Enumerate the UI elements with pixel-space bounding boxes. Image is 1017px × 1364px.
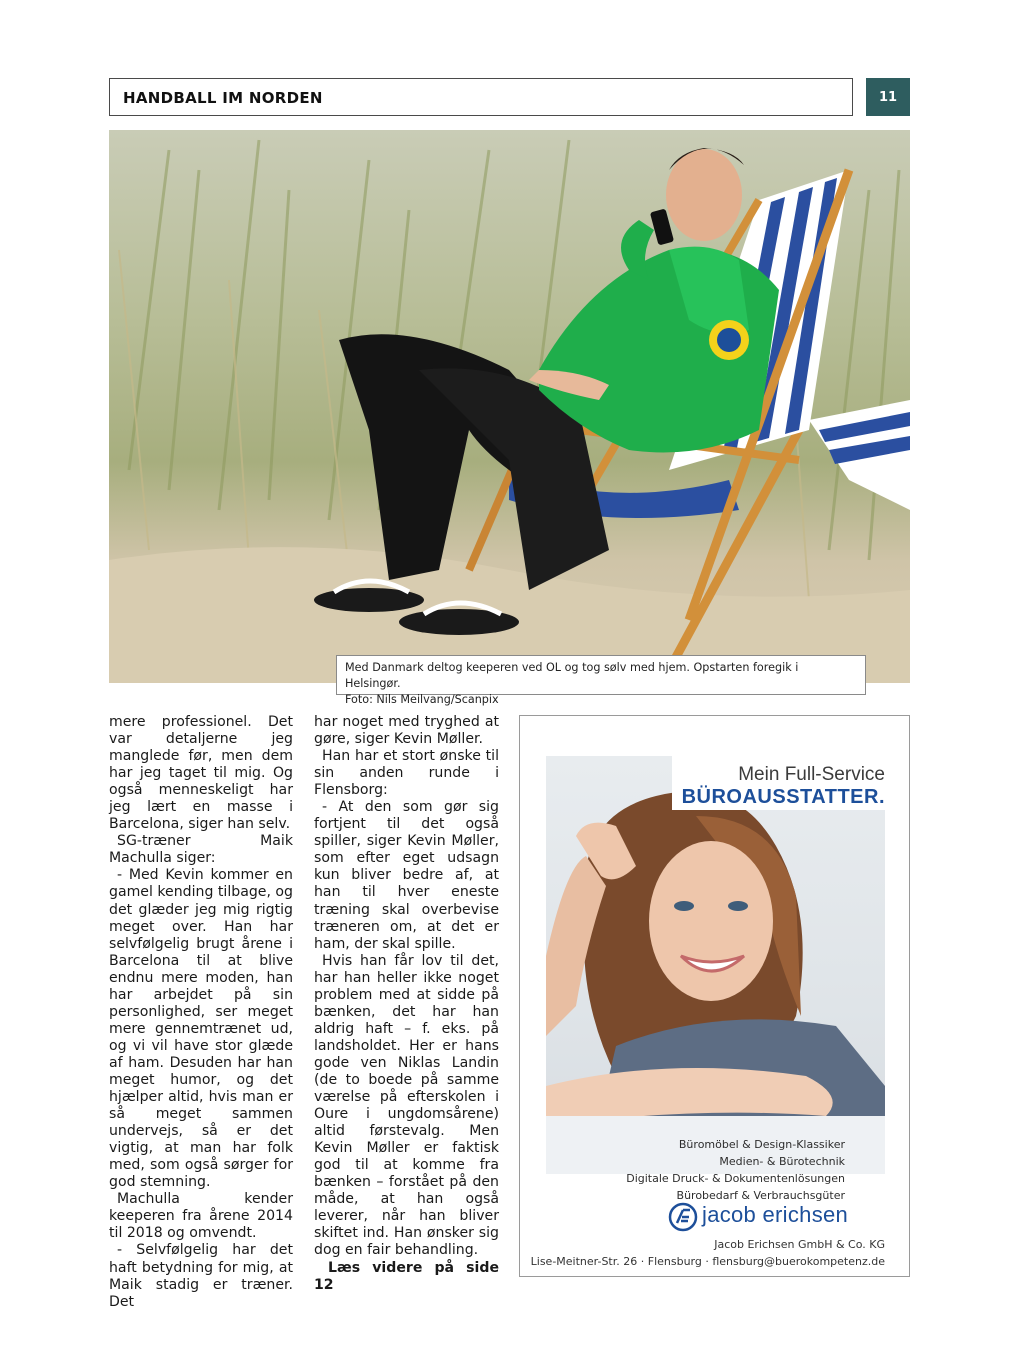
ad-headline-bold: BÜROAUSSTATTER. xyxy=(681,786,885,808)
paragraph: SG-træner Maik Machulla siger: xyxy=(109,833,293,867)
article-column-2 xyxy=(314,714,499,1294)
ad-headline-box xyxy=(672,756,885,810)
service-item: Büromöbel & Design-Klassiker xyxy=(678,1138,845,1151)
article-column-1 xyxy=(109,714,293,1311)
ad-woman-illustration xyxy=(546,756,885,1174)
caption-text: Med Danmark deltog keeperen ved OL og tog sølv med hjem. Opstarten foregik i Helsingør. xyxy=(345,661,799,690)
section-title: HANDBALL IM NORDEN xyxy=(123,89,323,107)
page-number: 11 xyxy=(866,78,910,116)
paragraph: Han har et stort ønske til sin anden runde i Flensborg: xyxy=(314,748,499,799)
photo-caption xyxy=(336,655,866,706)
advertisement xyxy=(519,715,910,1277)
paragraph: Machulla kender keeperen fra årene 2014 til 2018 og omvendt. xyxy=(109,1191,293,1242)
ad-headline: Mein Full-Service xyxy=(738,764,885,785)
service-item: Medien- & Bürotechnik xyxy=(719,1155,845,1168)
article-photo xyxy=(109,130,910,683)
section-header xyxy=(109,78,853,116)
paragraph: - Selvfølgelig har det haft betydning for mig, at Maik stadig er træner. Det xyxy=(109,1242,293,1310)
paragraph: - At den som gør sig fortjent til det også spiller, siger Kevin Møller, som efter eget udsagn kun bliver bedre af, at han til hver eneste træning skal overbevise træneren om, at det er ham, der skal spille. xyxy=(314,799,499,952)
ad-services-list xyxy=(626,1136,845,1204)
photo-credit: Foto: Nils Meilvang/Scanpix xyxy=(345,693,499,706)
ad-photo xyxy=(546,756,885,1202)
paragraph: - Med Kevin kommer en gamel kending tilbage, og det glæder jeg mig rigtig meget over. Han har selvfølgelig brugt årene i Barcelona til at blive endnu mere moden, han har arbejdet på sin personlighed, ser meget mere gennemtrænet ud, og vi vil have stor glæde af ham. Desuden har han meget humor, og det hjælper altid, hvis man er så meget sammen undervejs, så er det vigtig, at man har folk med, som også sørger for god stemning. xyxy=(109,867,293,1191)
ad-address[interactable]: Lise-Meitner-Str. 26 · Flensburg · flensburg@buerokompetenz.de xyxy=(530,1255,885,1268)
logo-icon xyxy=(668,1202,698,1232)
paragraph: har noget med tryghed at gøre, siger Kevin Møller. xyxy=(314,714,499,748)
paragraph: mere professionel. Det var detaljerne jeg manglede før, men dem har jeg taget til mig. Og også menneskeligt har jeg lært en masse i Barcelona, siger han selv. xyxy=(109,714,293,833)
ad-logo[interactable] xyxy=(668,1202,886,1234)
service-item: Digitale Druck- & Dokumentenlösungen xyxy=(626,1172,845,1185)
logo-text: jacob erichsen xyxy=(702,1202,849,1227)
photo-illustration xyxy=(109,130,910,683)
ad-company-name: Jacob Erichsen GmbH & Co. KG xyxy=(714,1238,885,1251)
paragraph: Hvis han får lov til det, har han heller ikke noget problem med at sidde på bænken, det har han aldrig haft – f. eks. på landsholdet. Her er hans gode ven Niklas Landin (de to boede på samme værelse på efterskolen i Oure i ungdomsårene) altid førstevalg. Men Kevin Møller er faktisk god til at komme fra bænken – forstået på den måde, at han også leverer, når han bliver skiftet ind. Han ønsker sig dog en fair behandling. xyxy=(314,952,499,1259)
service-item: Bürobedarf & Verbrauchsgüter xyxy=(676,1189,845,1202)
continue-link[interactable]: Læs videre på side 12 xyxy=(314,1259,499,1293)
